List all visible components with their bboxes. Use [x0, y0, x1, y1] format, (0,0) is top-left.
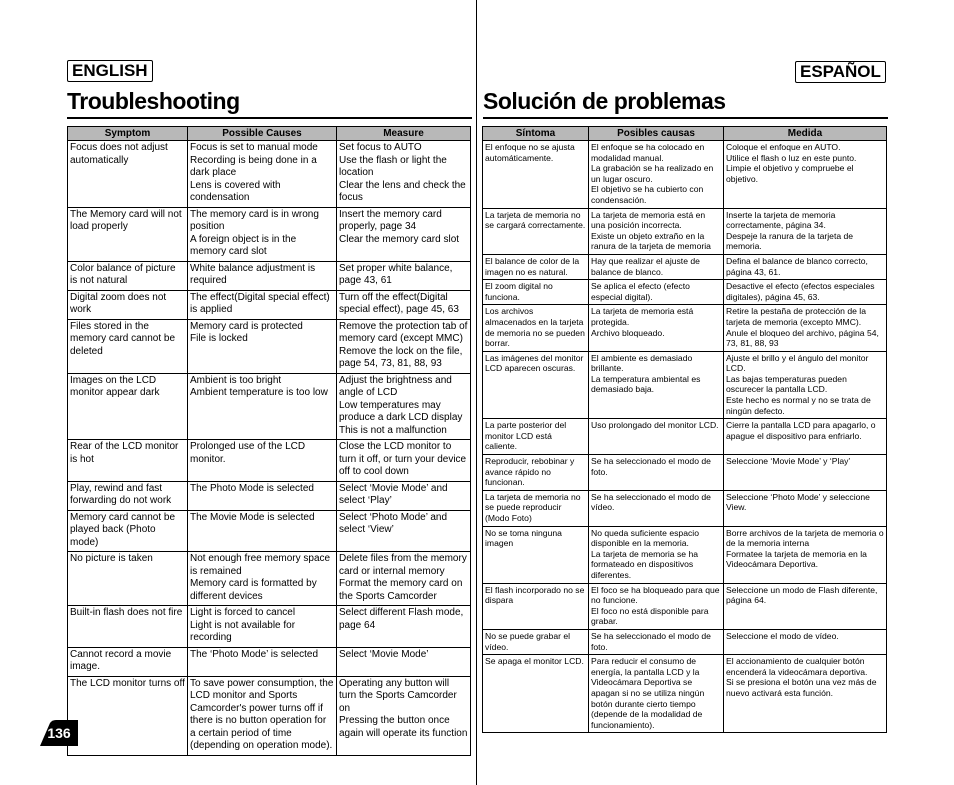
cell-line: Select ‘Movie Mode’ — [339, 648, 429, 660]
symptom-cell — [68, 676, 188, 755]
table-row — [483, 280, 887, 305]
causes-cell — [589, 629, 724, 654]
cell-line: A foreign object is in the memory card slot — [190, 233, 297, 257]
cell-line: Ambient is too bright — [190, 374, 282, 386]
causes-cell — [589, 526, 724, 583]
cell-line: Remove the lock on the file, page 54, 73, 81, 88, 93 — [339, 345, 463, 369]
cell-line: Limpie el objetivo y compruebe el objetivo. — [726, 163, 854, 184]
cell-line: Ambient temperature is too low — [190, 387, 328, 398]
cell-line: Utilice el flash o luz en este punto. — [726, 152, 857, 163]
measure-cell — [337, 373, 471, 440]
measure-cell — [337, 290, 471, 319]
measure-cell — [724, 490, 887, 526]
cell-line: Memory card cannot be played back (Photo mode) — [70, 511, 176, 548]
header-possible-causes: Possible Causes — [188, 127, 337, 141]
cell-line: The effect(Digital special effect) is applied — [190, 291, 330, 315]
measure-cell — [337, 319, 471, 373]
cell-line: Focus is set to manual mode — [190, 142, 318, 153]
cell-line: Para reducir el consumo de energía, la pantalla LCD y la Videocámara Deportiva se apagan si no se utiliza ningún botón durante cierto tiempo (depende de la modalidad de funcionamiento). — [591, 656, 705, 730]
cell-line: La parte posterior del monitor LCD está caliente. — [485, 420, 567, 452]
table-row — [68, 647, 471, 676]
symptom-cell — [68, 552, 188, 606]
page-divider — [476, 0, 477, 785]
cell-line: Use the flash or light the location — [339, 154, 447, 178]
page-number: 136 — [47, 725, 71, 741]
header-measure: Measure — [337, 127, 471, 141]
measure-cell — [337, 440, 471, 482]
measure-cell — [337, 141, 471, 208]
cell-line: Reproducir, rebobinar y avance rápido no funcionan. — [485, 456, 575, 488]
cell-line: Inserte la tarjeta de memoria correctamente, página 34. — [726, 209, 836, 231]
symptom-cell — [483, 141, 589, 209]
cell-line: Despeje la ranura de la tarjeta de memoria. — [726, 230, 854, 252]
cell-line: Pressing the button once again will operate its function — [339, 715, 468, 739]
cell-line: Set focus to AUTO — [339, 142, 422, 153]
cell-line: Este hecho es normal y no se trata de ningún defecto. — [726, 395, 871, 416]
measure-cell — [724, 208, 887, 254]
header-sintoma: Síntoma — [483, 127, 589, 141]
cell-line: Retire la pestaña de protección de la tarjeta de memoria (excepto MMC). — [726, 306, 866, 327]
cell-line: The LCD monitor turns off — [70, 677, 185, 689]
cell-line: La tarjeta de memoria se ha formateado en dispositivos diferentes. — [591, 548, 699, 580]
cell-line: La temperatura ambiental es demasiado baja. — [591, 373, 701, 395]
cell-line: La tarjeta de memoria está protegida. — [591, 306, 694, 327]
cell-line: Prolonged use of the LCD monitor. — [190, 441, 306, 465]
cell-line: Lens is covered with condensation — [190, 179, 281, 203]
measure-cell — [724, 526, 887, 583]
cell-line: Seleccione el modo de vídeo. — [726, 630, 839, 641]
symptom-cell — [483, 455, 589, 491]
causes-cell — [589, 305, 724, 351]
causes-cell — [188, 373, 337, 440]
measure-cell — [337, 552, 471, 606]
cell-line: Clear the memory card slot — [339, 233, 460, 245]
cell-line: La tarjeta de memoria no se puede reproducir (Modo Foto) — [485, 491, 581, 523]
cell-line: The Photo Mode is selected — [190, 482, 314, 494]
symptom-cell — [483, 583, 589, 629]
measure-cell — [337, 647, 471, 676]
table-row — [68, 207, 471, 261]
cell-line: El balance de color de la imagen no es natural. — [485, 255, 580, 277]
cell-line: Archivo bloqueado. — [591, 327, 665, 338]
symptom-cell — [68, 319, 188, 373]
cell-line: Formatee la tarjeta de memoria en la Videocámara Deportiva. — [726, 548, 867, 570]
table-row — [483, 141, 887, 209]
table-row — [483, 419, 887, 455]
cell-line: Adjust the brightness and angle of LCD — [339, 374, 452, 398]
measure-cell — [337, 676, 471, 755]
cell-line: Remove the protection tab of memory card (except MMC) — [339, 320, 468, 344]
page-title-english: Troubleshooting — [67, 88, 240, 114]
table-row — [68, 606, 471, 648]
causes-cell — [589, 655, 724, 733]
cell-line: Digital zoom does not work — [70, 291, 167, 315]
symptom-cell — [68, 481, 188, 510]
table-row — [483, 655, 887, 733]
causes-cell — [188, 290, 337, 319]
measure-cell — [724, 280, 887, 305]
causes-cell — [188, 481, 337, 510]
cell-line: El flash incorporado no se dispara — [485, 584, 585, 606]
cell-line: The Memory card will not load properly — [70, 208, 182, 232]
causes-cell — [589, 280, 724, 305]
page-title-espanol: Solución de problemas — [483, 88, 726, 114]
cell-line: Select different Flash mode, page 64 — [339, 607, 464, 631]
cell-line: Borre archivos de la tarjeta de memoria o de la memoria interna — [726, 527, 884, 549]
table-row — [483, 254, 887, 279]
cell-line: Anule el bloqueo del archivo, página 54, 73, 81, 88, 93 — [726, 327, 879, 349]
cell-line: No picture is taken — [70, 553, 153, 564]
measure-cell — [724, 419, 887, 455]
cell-line: The Movie Mode is selected — [190, 511, 315, 523]
table-row — [483, 629, 887, 654]
measure-cell — [337, 510, 471, 552]
cell-line: Coloque el enfoque en AUTO. — [726, 142, 841, 152]
symptom-cell — [483, 490, 589, 526]
cell-line: Los archivos almacenados en la tarjeta de memoria no se pueden borrar. — [485, 306, 585, 349]
cell-line: Select ‘Photo Mode’ and select ‘View’ — [339, 511, 448, 535]
symptom-cell — [68, 261, 188, 290]
causes-cell — [589, 490, 724, 526]
cell-line: To save power consumption, the LCD monitor and Sports Camcorder's power turns off if there is no button operation for a certain period of time (depending on operation mode). — [190, 677, 334, 751]
measure-cell — [724, 583, 887, 629]
cell-line: Memory card is protected — [190, 320, 303, 332]
cell-line: Seleccione ‘Movie Mode’ y ‘Play’ — [726, 456, 851, 467]
causes-cell — [188, 319, 337, 373]
cell-line: Delete files from the memory card or internal memory — [339, 553, 467, 577]
causes-cell — [188, 552, 337, 606]
table-row — [68, 510, 471, 552]
causes-cell — [589, 583, 724, 629]
header-symptom: Symptom — [68, 127, 188, 141]
causes-cell — [188, 261, 337, 290]
table-row — [483, 490, 887, 526]
measure-cell — [724, 351, 887, 419]
symptom-cell — [68, 207, 188, 261]
cell-line: El ambiente es demasiado brillante. — [591, 352, 693, 374]
cell-line: Files stored in the memory card cannot be deleted — [70, 320, 176, 357]
cell-line: Light is not available for recording — [190, 619, 296, 643]
symptom-cell — [483, 351, 589, 419]
cell-line: Se ha seleccionado el modo de foto. — [591, 630, 711, 652]
cell-line: Se apaga el monitor LCD. — [485, 656, 584, 667]
cell-line: Memory card is formatted by different devices — [190, 578, 317, 602]
symptom-cell — [483, 629, 589, 654]
cell-line: El zoom digital no funciona. — [485, 281, 553, 302]
symptom-cell — [68, 606, 188, 648]
cell-line: El enfoque se ha colocado en modalidad manual. — [591, 142, 705, 163]
cell-line: Las bajas temperaturas pueden oscurecer la pantalla LCD. — [726, 373, 847, 395]
measure-cell — [724, 655, 887, 733]
cell-line: Operating any button will turn the Sports Camcorder on — [339, 677, 457, 714]
cell-line: File is locked — [190, 333, 248, 344]
troubleshooting-table-espanol — [482, 126, 887, 733]
measure-cell — [337, 481, 471, 510]
cell-line: Focus does not adjust automatically — [70, 142, 168, 166]
table-row — [483, 455, 887, 491]
symptom-cell — [483, 655, 589, 733]
causes-cell — [589, 141, 724, 209]
cell-line: Defina el balance de blanco correcto, página 43, 61. — [726, 255, 868, 277]
cell-line: Se aplica el efecto (efecto especial digital). — [591, 281, 690, 302]
symptom-cell — [68, 141, 188, 208]
cell-line: El objetivo se ha cubierto con condensación. — [591, 184, 704, 205]
table-row — [483, 305, 887, 351]
cell-line: White balance adjustment is required — [190, 262, 316, 286]
cell-line: Format the memory card on the Sports Camcorder — [339, 578, 463, 602]
causes-cell — [188, 440, 337, 482]
table-row — [68, 481, 471, 510]
cell-line: Rear of the LCD monitor is hot — [70, 441, 179, 465]
cell-line: El accionamiento de cualquier botón encenderá la videocámara deportiva. — [726, 656, 868, 677]
page-number-badge — [40, 720, 78, 746]
cell-line: No queda suficiente espacio disponible en la memoria. — [591, 527, 699, 549]
symptom-cell — [68, 647, 188, 676]
symptom-cell — [68, 373, 188, 440]
cell-line: Insert the memory card properly, page 34 — [339, 208, 442, 232]
title-rule-espanol — [483, 117, 888, 119]
symptom-cell — [68, 440, 188, 482]
cell-line: La grabación se ha realizado en un lugar oscuro. — [591, 163, 714, 184]
cell-line: Play, rewind and fast forwarding do not work — [70, 482, 172, 506]
cell-line: No se toma ninguna imagen — [485, 527, 562, 549]
symptom-cell — [483, 526, 589, 583]
cell-line: Images on the LCD monitor appear dark — [70, 374, 160, 398]
cell-line: La tarjeta de memoria está en una posición incorrecta. — [591, 209, 706, 231]
cell-line: Hay que realizar el ajuste de balance de blanco. — [591, 255, 700, 277]
measure-cell — [337, 261, 471, 290]
cell-line: Not enough free memory space is remained — [190, 553, 331, 577]
symptom-cell — [483, 305, 589, 351]
title-rule-english — [67, 117, 472, 119]
symptom-cell — [483, 280, 589, 305]
table-row — [68, 676, 471, 755]
measure-cell — [724, 455, 887, 491]
cell-line: Select ‘Movie Mode’ and select ‘Play’ — [339, 482, 448, 506]
causes-cell — [188, 676, 337, 755]
causes-cell — [589, 254, 724, 279]
measure-cell — [724, 254, 887, 279]
cell-line: Ajuste el brillo y el ángulo del monitor LCD. — [726, 352, 869, 374]
header-posibles-causas: Posibles causas — [589, 127, 724, 141]
cell-line: Recording is being done in a dark place — [190, 154, 317, 178]
causes-cell — [188, 207, 337, 261]
cell-line: Close the LCD monitor to turn it off, or turn your device off to cool down — [339, 441, 467, 477]
symptom-cell — [483, 208, 589, 254]
cell-line: Se ha seleccionado el modo de foto. — [591, 456, 711, 477]
table-row — [68, 141, 471, 208]
cell-line: Turn off the effect(Digital special effect), page 45, 63 — [339, 291, 459, 315]
cell-line: Si se presiona el botón una vez más de nuevo activará esta función. — [726, 677, 877, 698]
table-row — [68, 440, 471, 482]
symptom-cell — [68, 290, 188, 319]
cell-line: El foco se ha bloqueado para que no funcione. — [591, 584, 720, 606]
causes-cell — [188, 606, 337, 648]
cell-line: Cierre la pantalla LCD para apagarlo, o apague el dispositivo para enfriarlo. — [726, 420, 876, 441]
language-badge-english: ENGLISH — [67, 60, 153, 82]
causes-cell — [589, 208, 724, 254]
cell-line: Cannot record a movie image. — [70, 648, 172, 672]
cell-line: Se ha seleccionado el modo de vídeo. — [591, 491, 711, 513]
cell-line: Seleccione un modo de Flash diferente, página 64. — [726, 584, 878, 606]
causes-cell — [188, 647, 337, 676]
cell-line: Seleccione ‘Photo Mode’ y seleccione View. — [726, 491, 870, 513]
symptom-cell — [68, 510, 188, 552]
causes-cell — [589, 455, 724, 491]
table-row — [68, 290, 471, 319]
cell-line: The memory card is in wrong position — [190, 208, 319, 232]
measure-cell — [337, 207, 471, 261]
cell-line: This is not a malfunction — [339, 424, 447, 436]
cell-line: Existe un objeto extraño en la ranura de la tarjeta de memoria — [591, 230, 711, 252]
language-badge-espanol: ESPAÑOL — [795, 61, 886, 83]
cell-line: Uso prolongado del monitor LCD. — [591, 420, 719, 431]
cell-line: Light is forced to cancel — [190, 607, 296, 618]
table-row — [483, 526, 887, 583]
causes-cell — [188, 141, 337, 208]
causes-cell — [589, 351, 724, 419]
measure-cell — [724, 629, 887, 654]
symptom-cell — [483, 254, 589, 279]
cell-line: Set proper white balance, page 43, 61 — [339, 262, 453, 286]
table-row — [68, 552, 471, 606]
measure-cell — [724, 141, 887, 209]
table-row — [68, 373, 471, 440]
symptom-cell — [483, 419, 589, 455]
table-row — [483, 583, 887, 629]
cell-line: Clear the lens and check the focus — [339, 179, 466, 203]
table-row — [68, 261, 471, 290]
troubleshooting-table-english — [67, 126, 471, 756]
causes-cell — [188, 510, 337, 552]
table-row — [68, 319, 471, 373]
measure-cell — [724, 305, 887, 351]
cell-line: Las imágenes del monitor LCD aparecen oscuras. — [485, 352, 584, 374]
measure-cell — [337, 606, 471, 648]
cell-line: La tarjeta de memoria no se cargará correctamente. — [485, 209, 586, 231]
cell-line: El foco no está disponible para grabar. — [591, 605, 709, 627]
cell-line: Low temperatures may produce a dark LCD display — [339, 399, 463, 423]
table-row — [483, 208, 887, 254]
cell-line: Built-in flash does not fire — [70, 607, 183, 618]
header-medida: Medida — [724, 127, 887, 141]
cell-line: Desactive el efecto (efectos especiales digitales), página 45, 63. — [726, 281, 875, 302]
cell-line: The ‘Photo Mode’ is selected — [190, 648, 319, 660]
cell-line: No se puede grabar el vídeo. — [485, 630, 571, 652]
cell-line: Color balance of picture is not natural — [70, 262, 176, 286]
causes-cell — [589, 419, 724, 455]
cell-line: El enfoque no se ajusta automáticamente. — [485, 142, 575, 163]
table-row — [483, 351, 887, 419]
